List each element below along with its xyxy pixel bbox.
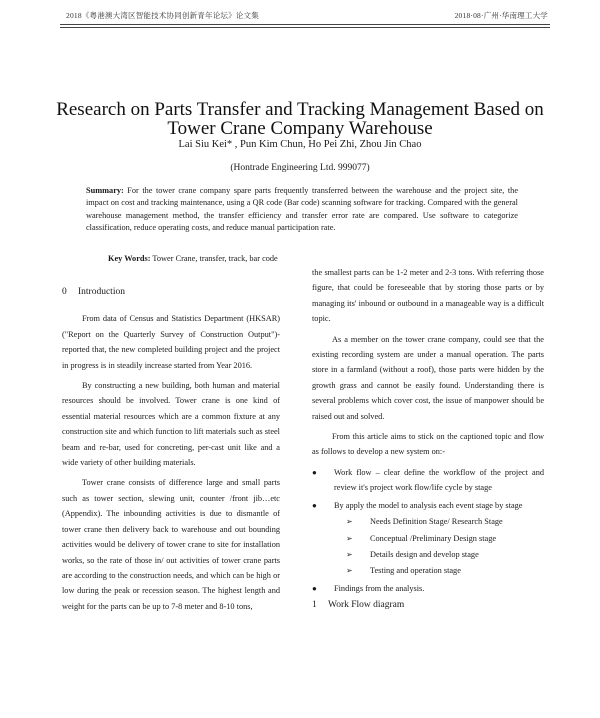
section-title: Work Flow diagram <box>328 600 405 611</box>
left-column <box>62 277 280 619</box>
sub-list-item <box>334 531 544 546</box>
sub-list-item-text: Testing and operation stage <box>370 566 461 576</box>
sub-list-item-text: Details design and develop stage <box>370 549 479 559</box>
list-item-text: By apply the model to analysis each event stage by stage <box>334 500 523 510</box>
arrow-bullet-icon: ➢ <box>346 533 353 543</box>
affiliation: (Hontrade Engineering Ltd. 999077) <box>230 163 370 173</box>
summary-text: For the tower crane company spare parts frequently transferred between the warehouse and the project site, the impact on cost and tracking maintenance, using a QR code (Bar code) scanning software for tracking. Compared with the general warehouse management method, the transfer efficiency and transfer error rate are compared. Use software to categorize classification, reduce operating costs, and reduce manual participation rate. <box>86 186 518 232</box>
sub-list-item <box>334 514 544 529</box>
sub-list-item-text: Conceptual /Preliminary Design stage <box>370 533 497 543</box>
list-item <box>312 465 544 496</box>
title-line-2: Tower Crane Company Warehouse <box>167 118 433 139</box>
authors: Lai Siu Kei* , Pun Kim Chun, Ho Pei Zhi, Zhou Jin Chao <box>178 139 422 150</box>
paragraph: By constructing a new building, both human and material resources should be involved. Tower crane is one kind of essential material resources which are a common fixture at any construction site and which function to lift materials such as steel beam and re-bar, used for concreting, per-cast unit like and a wide variety of other building materials. <box>62 381 280 468</box>
keywords-label: Key Words: <box>108 254 151 263</box>
paragraph: As a member on the tower crane company, could see that the existing recording system are under a manual operation. The parts store in a farmland (without a roof), those parts were hidden by the growth grass and cannot be easily found. Understanding there is several problems which cover cost, the issue of manpower should be raised out and solved. <box>312 334 544 421</box>
bullet-icon: ● <box>312 467 317 477</box>
paragraph: the smallest parts can be 1-2 meter and 2-3 tons. With referring those figure, that could be foreseeable that by storing those parts or by managing its' inbound or outbound in a manageable way is a difficult topic. <box>312 268 544 324</box>
sub-list-item <box>334 563 544 578</box>
bullet-icon: ● <box>312 583 317 593</box>
bullet-list <box>312 465 544 596</box>
sub-list <box>334 514 544 579</box>
running-header-left: 2018《粤港澳大湾区智能技术协同创新青年论坛》论文集 <box>66 11 259 20</box>
list-item-text: Work flow – clear define the workflow of the project and review it's project work flow/life cycle by stage <box>334 467 544 493</box>
arrow-bullet-icon: ➢ <box>346 566 353 576</box>
section-title: Introduction <box>78 287 125 297</box>
bullet-icon: ● <box>312 500 317 510</box>
section-heading-introduction <box>62 285 280 300</box>
header-rule-top <box>60 24 550 25</box>
sub-list-item <box>334 547 544 562</box>
list-item-text: Findings from the analysis. <box>334 583 425 593</box>
list-item <box>312 581 544 596</box>
section-number: 0 <box>62 287 67 297</box>
list-item <box>312 498 544 579</box>
section-heading-work-flow <box>312 598 544 613</box>
summary <box>86 185 518 234</box>
paragraph: Tower crane consists of difference large and small parts such as tower section, slewing unit, counter /front jib…etc (Appendix). The inbounding activities is due to dismantle of tower crane then delivery back to warehouse and out bounding activities would be delivery of tower crane to site for installation works, so the rate of those in/ out activities of tower crane parts are according to the construction needs, and which can be high or low during the peak or recession season. The highest length and weight for the parts can be up to 7-8 meter and 8-10 tons, <box>62 478 280 611</box>
title-line-1: Research on Parts Transfer and Tracking Management Based on <box>56 99 544 120</box>
summary-label: Summary: <box>86 186 124 195</box>
paragraph: From data of Census and Statistics Department (HKSAR) ("Report on the Quarterly Survey of Construction Output")-reported that, the new completed building project and the project in progress is in steadily increase started from Year 2016. <box>62 314 280 370</box>
paragraph: From this article aims to stick on the captioned topic and flow as follows to develop a new system on:- <box>312 432 544 457</box>
header-rule-bottom <box>60 27 550 28</box>
right-column <box>312 265 544 614</box>
arrow-bullet-icon: ➢ <box>346 549 353 559</box>
paper-title <box>40 100 560 138</box>
section-number: 1 <box>312 600 317 611</box>
sub-list-item-text: Needs Definition Stage/ Research Stage <box>370 517 503 527</box>
keywords <box>108 254 278 263</box>
arrow-bullet-icon: ➢ <box>346 517 353 527</box>
keywords-text: Tower Crane, transfer, track, bar code <box>150 254 278 263</box>
running-header-right: 2018·08·广州·华南理工大学 <box>454 11 548 20</box>
